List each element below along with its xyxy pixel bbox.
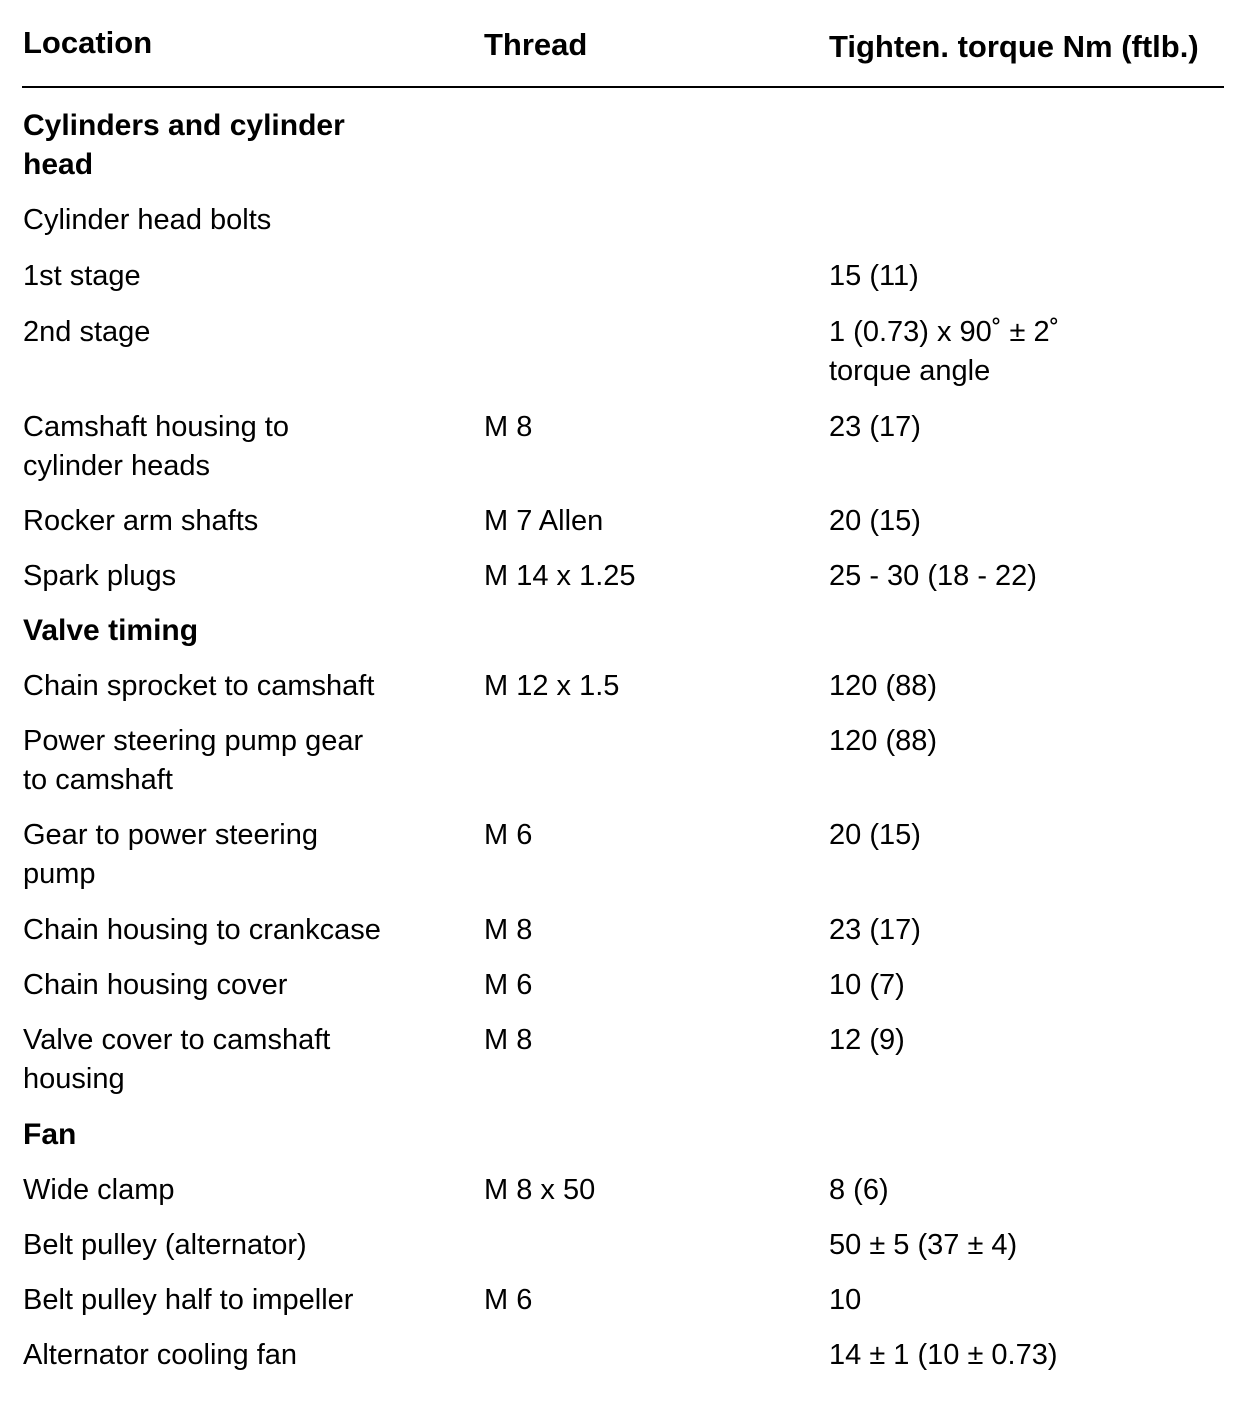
location-cell [23, 201, 463, 240]
location-line: cylinder heads [23, 450, 210, 482]
location-cell [23, 313, 463, 352]
header-thread: Thread [484, 27, 588, 62]
torque-line: 23 (17) [829, 914, 921, 946]
location-line: Chain housing to crankcase [23, 914, 381, 946]
location-line: Power steering pump gear [23, 725, 364, 757]
location-line: Cylinder head bolts [23, 204, 272, 236]
thread-cell: M 8 x 50 [484, 1174, 596, 1206]
section-title [23, 611, 403, 650]
torque-cell [829, 966, 1229, 1005]
header-torque: Tighten. torque Nm (ftlb.) [829, 29, 1199, 64]
thread-cell: M 6 [484, 969, 533, 1001]
section-title [23, 106, 403, 184]
torque-line: 50 ± 5 (37 ± 4) [829, 1229, 1018, 1261]
location-cell [23, 816, 463, 894]
location-line: Gear to power steering [23, 819, 318, 851]
torque-cell [829, 1336, 1229, 1375]
location-cell [23, 722, 463, 800]
location-line: Fan [23, 1118, 77, 1151]
location-line: Alternator cooling fan [23, 1339, 298, 1371]
torque-cell [829, 911, 1229, 950]
torque-cell [829, 667, 1229, 706]
location-line: pump [23, 858, 96, 890]
location-line: Valve cover to camshaft [23, 1024, 331, 1056]
thread-cell: M 6 [484, 819, 533, 851]
torque-cell [829, 257, 1229, 296]
location-cell [23, 1226, 463, 1265]
torque-cell [829, 816, 1229, 855]
location-line: to camshaft [23, 764, 173, 796]
torque-line: 23 (17) [829, 411, 921, 443]
torque-cell [829, 722, 1229, 761]
torque-line: 8 (6) [829, 1174, 889, 1206]
torque-cell [829, 1226, 1229, 1265]
location-line: Belt pulley (alternator) [23, 1229, 307, 1261]
header-location: Location [23, 25, 153, 60]
location-line: Chain housing cover [23, 969, 288, 1001]
location-cell [23, 408, 463, 486]
torque-line: torque angle [829, 355, 991, 387]
torque-cell [829, 1171, 1229, 1210]
torque-line: 25 - 30 (18 - 22) [829, 560, 1037, 592]
thread-cell: M 8 [484, 411, 533, 443]
location-line: 1st stage [23, 260, 141, 292]
location-line: head [23, 148, 94, 181]
torque-line: 20 (15) [829, 505, 921, 537]
location-line: Valve timing [23, 614, 199, 647]
location-line: 2nd stage [23, 316, 151, 348]
torque-line: 14 ± 1 (10 ± 0.73) [829, 1339, 1058, 1371]
location-cell [23, 1281, 463, 1320]
torque-line: 1 (0.73) x 90˚ ± 2˚ [829, 316, 1060, 348]
torque-line: 10 [829, 1284, 862, 1316]
thread-cell: M 6 [484, 1284, 533, 1316]
location-line: Belt pulley half to impeller [23, 1284, 354, 1316]
torque-cell [829, 408, 1229, 447]
location-line: Chain sprocket to camshaft [23, 670, 375, 702]
thread-cell: M 14 x 1.25 [484, 560, 636, 592]
section-title [23, 1115, 403, 1154]
location-cell [23, 1336, 463, 1375]
torque-cell [829, 1021, 1229, 1060]
thread-cell: M 8 [484, 1024, 533, 1056]
location-cell [23, 557, 463, 596]
location-cell [23, 1171, 463, 1210]
torque-cell [829, 502, 1229, 541]
torque-line: 120 (88) [829, 725, 938, 757]
torque-line: 12 (9) [829, 1024, 905, 1056]
location-cell [23, 502, 463, 541]
torque-line: 10 (7) [829, 969, 905, 1001]
location-line: housing [23, 1063, 125, 1095]
thread-cell: M 7 Allen [484, 505, 604, 537]
thread-cell: M 8 [484, 914, 533, 946]
location-cell [23, 911, 463, 950]
torque-line: 20 (15) [829, 819, 921, 851]
torque-line: 15 (11) [829, 260, 919, 292]
location-line: Spark plugs [23, 560, 177, 592]
location-line: Cylinders and cylinder [23, 109, 345, 142]
torque-cell [829, 1281, 1229, 1320]
torque-cell [829, 313, 1229, 391]
torque-line: 120 (88) [829, 670, 938, 702]
location-cell [23, 1021, 463, 1099]
torque-cell [829, 557, 1229, 596]
thread-cell: M 12 x 1.5 [484, 670, 620, 702]
location-line: Camshaft housing to [23, 411, 289, 443]
location-cell [23, 966, 463, 1005]
location-line: Rocker arm shafts [23, 505, 259, 537]
location-cell [23, 667, 463, 706]
location-cell [23, 257, 463, 296]
location-line: Wide clamp [23, 1174, 175, 1206]
